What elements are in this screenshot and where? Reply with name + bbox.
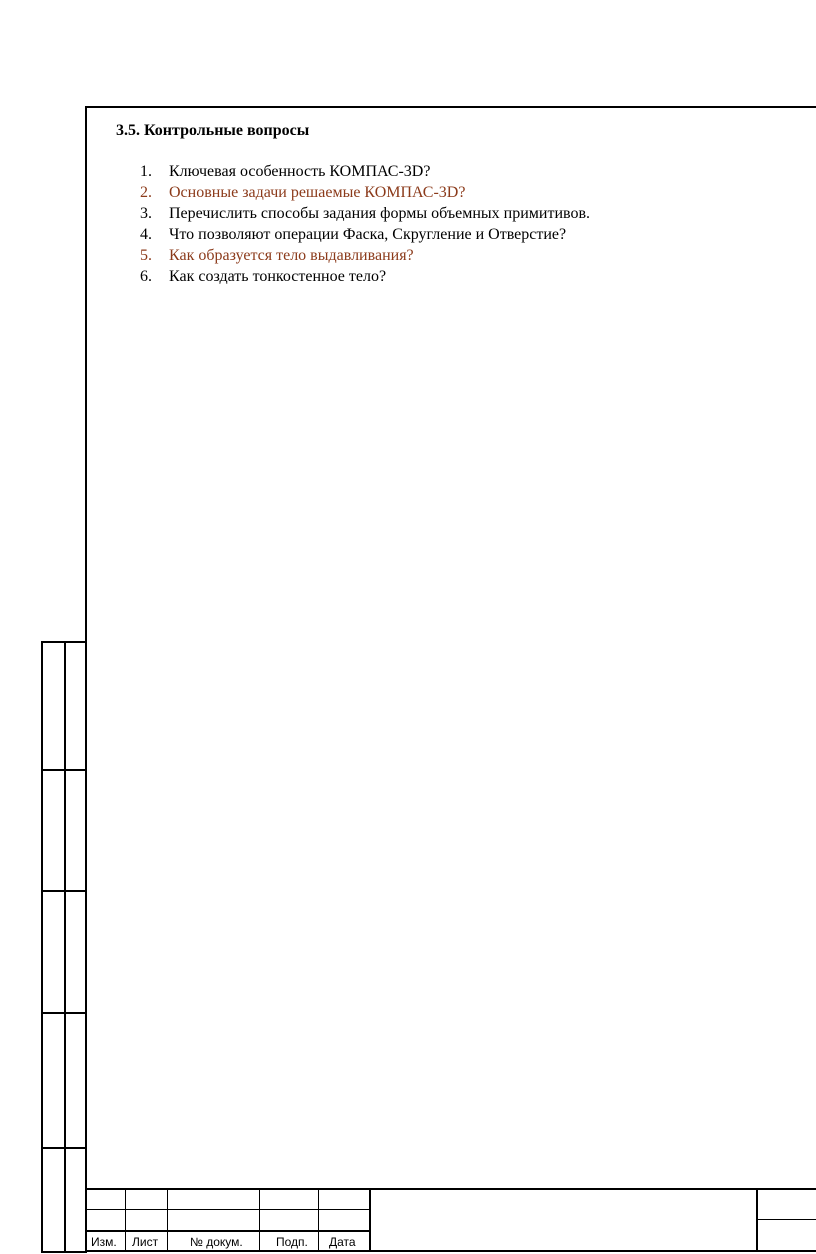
questions-list (140, 161, 590, 287)
stamp-label-data: Дата (329, 1235, 356, 1249)
question-text: Как создать тонкостенное тело? (169, 268, 387, 285)
stamp-label-izm: Изм. (91, 1235, 117, 1249)
question-item (140, 203, 590, 224)
question-number: 2. (140, 184, 152, 201)
question-item (140, 161, 590, 182)
question-item (140, 182, 590, 203)
question-item (140, 266, 590, 287)
question-number: 1. (140, 163, 152, 180)
stamp-row-line (757, 1219, 816, 1220)
side-table-divider (64, 643, 66, 1251)
side-table-rule (43, 890, 87, 892)
question-number: 4. (140, 226, 152, 243)
side-table-rule (43, 769, 87, 771)
stamp-col-line (369, 1190, 371, 1252)
stamp-col-line (756, 1190, 758, 1252)
question-text: Ключевая особенность КОМПАС-3D? (169, 163, 431, 180)
stamp-row-line (85, 1209, 370, 1210)
stamp-row-line (85, 1230, 370, 1232)
side-table-rule (43, 1012, 87, 1014)
side-table-rule (43, 1147, 87, 1149)
question-text: Основные задачи решаемые КОМПАС-3D? (169, 184, 466, 201)
question-text: Что позволяют операции Фаска, Скругление и Отверстие? (169, 226, 567, 243)
question-text: Перечислить способы задания формы объемных примитивов. (169, 205, 591, 222)
stamp-col-line (318, 1190, 319, 1252)
stamp-label-podp: Подп. (276, 1235, 308, 1249)
stamp-label-doc-no: № докум. (190, 1235, 243, 1249)
side-margin-table (41, 641, 87, 1253)
question-item (140, 245, 590, 266)
stamp-col-line (259, 1190, 260, 1252)
question-number: 6. (140, 268, 152, 285)
section-heading: 3.5. Контрольные вопросы (116, 122, 310, 139)
question-number: 3. (140, 205, 152, 222)
stamp-col-line (125, 1190, 126, 1252)
stamp-col-line (167, 1190, 168, 1252)
question-text: Как образуется тело выдавливания? (169, 247, 414, 264)
stamp-label-list: Лист (132, 1235, 159, 1249)
question-number: 5. (140, 247, 152, 264)
question-item (140, 224, 590, 245)
title-block (85, 1188, 816, 1252)
